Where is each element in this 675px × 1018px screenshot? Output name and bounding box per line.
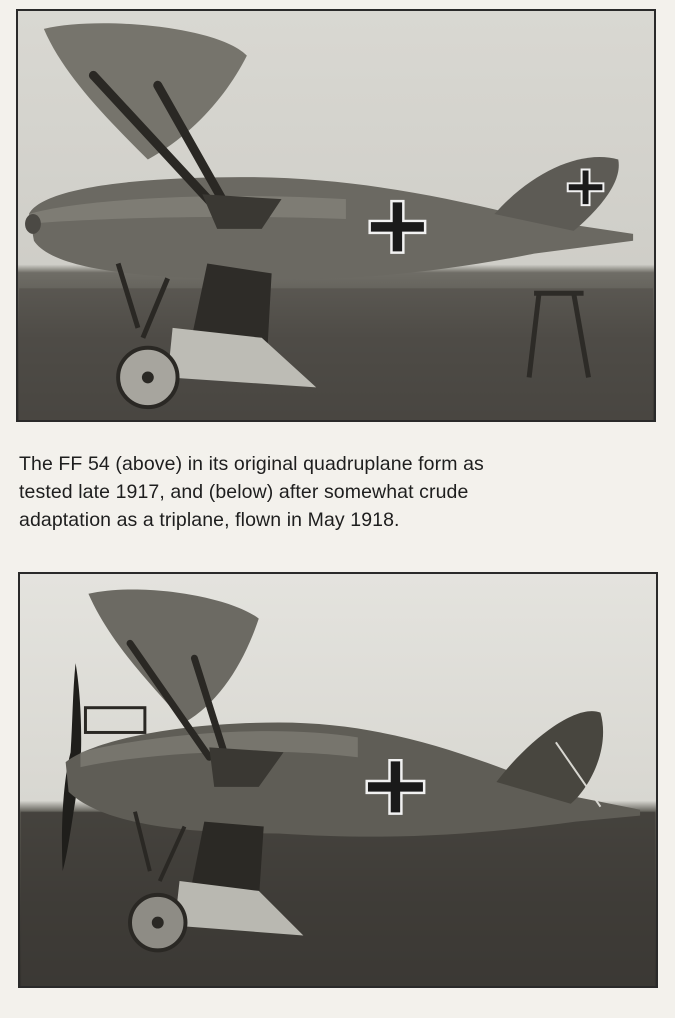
photo-caption (19, 450, 649, 534)
caption-line: adaptation as a triplane, flown in May 1918. (19, 509, 400, 531)
bottom-aircraft-photo (18, 572, 658, 988)
triplane-illustration (20, 574, 656, 986)
caption-line: The FF 54 (above) in its original quadruplane form as (19, 453, 484, 475)
quadruplane-illustration (18, 11, 654, 420)
caption-line: tested late 1917, and (below) after somewhat crude (19, 481, 469, 503)
top-aircraft-photo (16, 9, 656, 422)
